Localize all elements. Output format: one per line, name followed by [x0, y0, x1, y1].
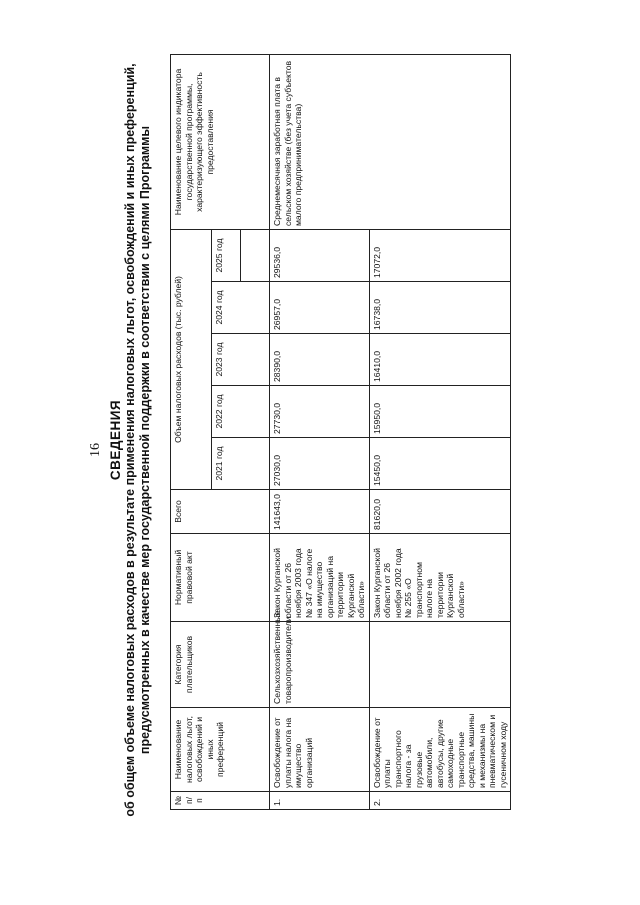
document-title: [108, 60, 153, 820]
row-act: Закон Курганской области от 26 ноября 2003 года № 347 «О налоге на имущество организаций на территории Курганской области»: [270, 534, 370, 622]
row-value-2022: 27730,0: [270, 386, 370, 438]
header-year-2025: 2025 год: [212, 229, 241, 281]
header-volume: Объем налоговых расходов (тыс. рублей): [171, 229, 212, 489]
row-num: 2.: [369, 792, 511, 810]
title-line-2: предусмотренных в качестве мер государственной поддержки в соответствии с целями Программы: [138, 125, 152, 755]
row-value-2025: 17072,0: [369, 229, 511, 281]
header-year-2023: 2023 год: [212, 334, 270, 386]
title-main: СВЕДЕНИЯ: [108, 399, 123, 481]
header-row: [171, 54, 212, 809]
row-value-2025: 29536,0: [270, 229, 370, 281]
row-name: Освобождение от уплаты транспортного налога - за грузовые автомобили, автобусы, другие самоходные транспортные средства, машины и механизмы на пневматическом и гусеничном ходу: [369, 708, 511, 792]
rotated-document: [108, 60, 508, 820]
row-act: Закон Курганской области от 26 ноября 2002 года № 255 «О транспортном налоге на территории Курганской области»: [369, 534, 511, 622]
header-year-2021: 2021 год: [212, 438, 270, 490]
title-line-1: об общем объеме налоговых расходов в результате применения налоговых льгот, освобождений и иных преференций,: [123, 63, 137, 817]
row-category: [369, 622, 511, 708]
row-value-2021: 27030,0: [270, 438, 370, 490]
table-row: [270, 54, 370, 809]
row-total: 81620,0: [369, 490, 511, 534]
header-act: Нормативный правовой акт: [171, 534, 270, 622]
row-total: 141643,0: [270, 490, 370, 534]
header-indicator: Наименование целевого индикатора государственной программы, характеризующего эффективность предоставления: [171, 54, 270, 229]
header-year-2024: 2024 год: [212, 282, 270, 334]
row-value-2021: 15450,0: [369, 438, 511, 490]
tax-expenditures-table: [170, 54, 511, 810]
row-category: Сельхозхозяйственные товаропроизводители: [270, 622, 370, 708]
header-category: Категория плательщиков: [171, 622, 270, 708]
row-value-2024: 26957,0: [270, 282, 370, 334]
row-value-2024: 16738,0: [369, 282, 511, 334]
header-year-blank: [241, 229, 270, 281]
row-value-2023: 16410,0: [369, 334, 511, 386]
header-year-2022: 2022 год: [212, 386, 270, 438]
header-num: № п/п: [171, 792, 270, 810]
row-value-2022: 15950,0: [369, 386, 511, 438]
page-number: 16: [88, 443, 103, 457]
header-total: Всего: [171, 490, 270, 534]
row-indicator: Среднемесячная заработная плата в сельском хозяйстве (без учета субъектов малого предпринимательства): [270, 54, 511, 229]
header-name: Наименование налоговых льгот, освобождений и иных преференций: [171, 708, 270, 792]
row-name: Освобождение от уплаты налога на имущество организаций: [270, 708, 370, 792]
row-num: 1.: [270, 792, 370, 810]
row-value-2023: 28390,0: [270, 334, 370, 386]
